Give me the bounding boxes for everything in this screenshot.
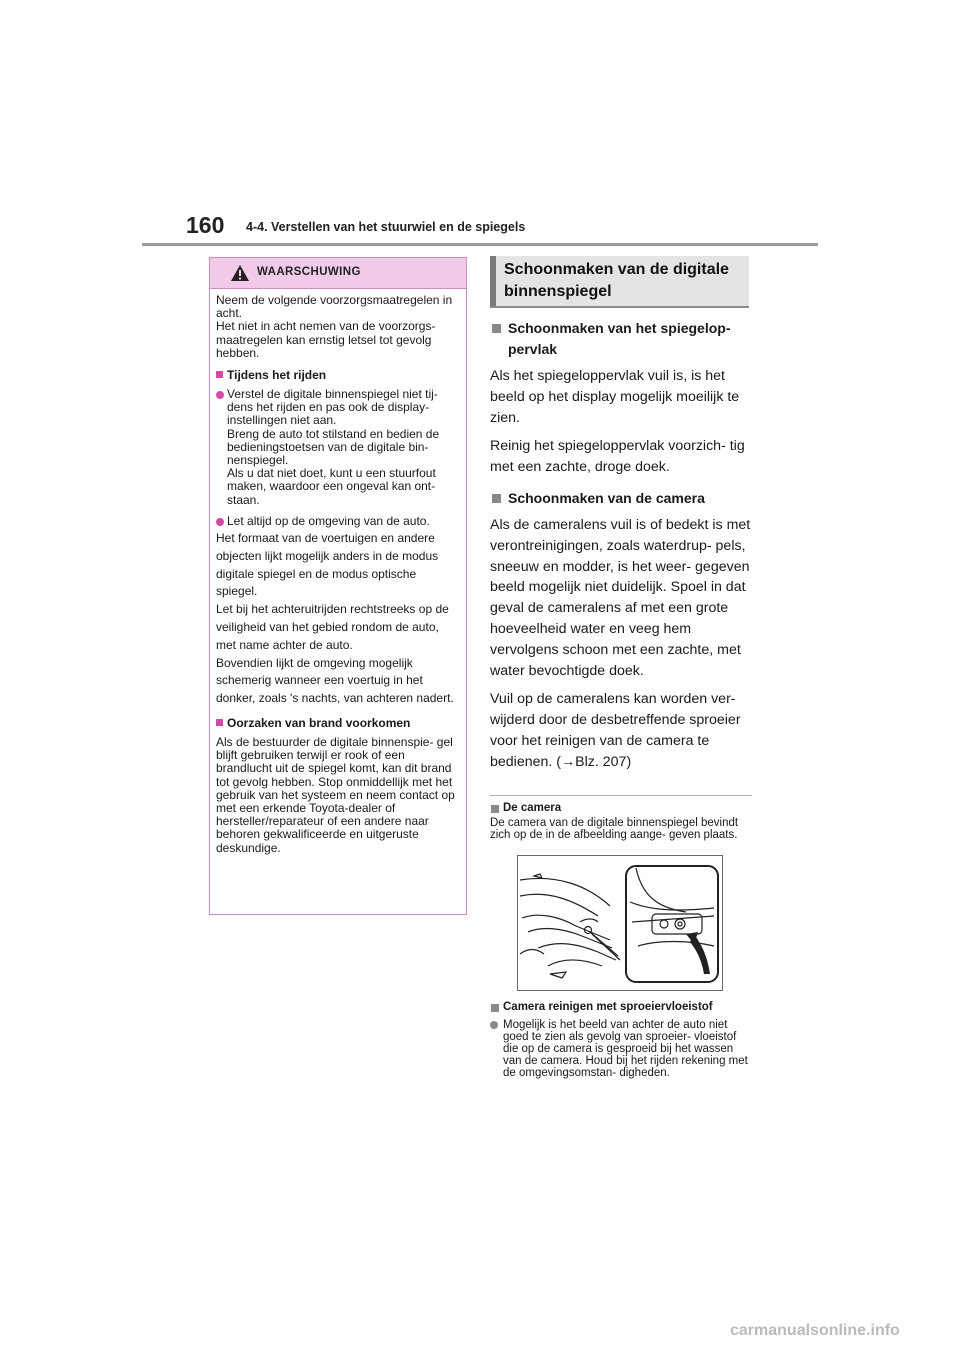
note-washer-bullet — [490, 1019, 752, 1079]
page-number: 160 — [186, 212, 225, 238]
note-washer-heading — [490, 1001, 752, 1013]
subsection-camera-title: Schoonmaken van de camera — [508, 489, 705, 506]
warning-driving-bullet-2: Let altijd op de omgeving van de auto. — [227, 513, 430, 528]
square-bullet-icon — [216, 371, 223, 378]
warning-body — [210, 289, 466, 855]
warning-driving-bullet-2-extra: Het formaat van de voertuigen en andere objecten lijkt mogelijk anders in de modus digitale spiegel en de modus optische spiegel. Let bij het achteruitrijden rechtstreeks op de veiligheid van het gebied rondom de auto, met name achter de auto. Bovendien lijkt de omgeving mogelijk schemerig wanneer een voertuig in het donker, zoals 's nachts, van achteren nadert. — [216, 531, 454, 706]
note-washer-title: Camera reinigen met sproeiervloeistof — [503, 1000, 713, 1013]
section-header — [490, 256, 749, 308]
warning-intro: Neem de volgende voorzorgsmaatregelen in acht. Het niet in acht nemen van de voorzorgs- maatregelen kan ernstig letsel tot gevolg hebben. — [216, 293, 453, 360]
warning-triangle-icon — [230, 264, 250, 282]
note-camera-title: De camera — [503, 801, 562, 814]
camera-paragraph-2: Vuil op de cameralens kan worden ver- wijderd door de desbetreffende sproeier voor het reinigen van de camera te bedienen. (→Blz. 207) — [490, 691, 741, 770]
subsection-mirror-heading — [490, 318, 752, 360]
warning-bullet — [216, 388, 458, 507]
section-header-bar — [490, 256, 496, 306]
round-bullet-icon — [216, 391, 224, 399]
notes-divider — [490, 795, 752, 796]
note-camera-text: De camera van de digitale binnenspiegel bevindt zich op de in de afbeelding aange- geven plaats. — [490, 816, 739, 841]
warning-fire-heading — [216, 716, 458, 730]
section-title: Schoonmaken van de digitale binnenspiegel — [504, 261, 729, 300]
right-column — [490, 318, 752, 1079]
footer-watermark: carmanualsonline.info — [730, 1322, 900, 1339]
square-bullet-icon — [491, 1004, 499, 1012]
round-bullet-icon — [490, 1021, 498, 1029]
camera-paragraph-1: Als de cameralens vuil is of bedekt is met verontreinigingen, zoals waterdrup- pels, sneeuw en modder, is het weer- gegeven beeld mogelijk niet duidelijk. Spoel in dat geval de cameralens af met een grote hoeveelheid water en veeg hem vervolgens schoon met een zachte, met water bevochtigde doek. — [490, 516, 751, 679]
note-washer-text: Mogelijk is het beeld van achter de auto niet goed te zien als gevolg van sproeier- vloeistof die op de camera is gesproeid bij het wassen van de camera. Houd bij het rijden rekening met de omgevingsomstan- digheden. — [503, 1018, 748, 1079]
warning-title: WAARSCHUWING — [257, 266, 361, 278]
subsection-mirror-title: Schoonmaken van het spiegelop- pervlak — [508, 320, 731, 357]
warning-driving-bullet-1: Verstel de digitale binnenspiegel niet tij- dens het rijden en pas ook de display- instellingen niet aan. Breng de auto tot stilstand en bedien de bedieningstoetsen van de digitale bin- nenspiegel. Als u dat niet doet, kunt u een stuurfout maken, waardoor een ongeval kan ont- staan. — [227, 387, 440, 507]
warning-bullet — [216, 515, 458, 528]
warning-driving-title: Tijdens het rijden — [227, 368, 327, 383]
mirror-paragraph-2: Reinig het spiegeloppervlak voorzich- tig met een zachte, droge doek. — [490, 438, 745, 476]
subsection-camera-heading — [490, 488, 752, 509]
rear-car-drawing — [518, 856, 722, 990]
warning-fire-title: Oorzaken van brand voorkomen — [227, 716, 411, 731]
warning-driving-heading — [216, 368, 458, 382]
square-bullet-icon — [492, 324, 501, 333]
square-bullet-icon — [216, 719, 223, 726]
note-camera-heading — [490, 802, 752, 814]
square-bullet-icon — [491, 805, 499, 813]
mirror-paragraph-1: Als het spiegeloppervlak vuil is, is het beeld op het display mogelijk moeilijk te zien. — [490, 368, 740, 426]
camera-location-illustration — [517, 855, 723, 991]
header-rule — [142, 243, 818, 246]
warning-fire-text: Als de bestuurder de digitale binnenspie- gel blijft gebruiken terwijl er rook of een brandlucht uit de spiegel komt, kan dit brand tot gevolg hebben. Stop onmiddellijk met het gebruik van het systeem en neem contact op met een erkende Toyota-dealer of hersteller/reparateur of een andere naar behoren gekwalificeerde en uitgeruste deskundige. — [216, 735, 455, 855]
round-bullet-icon — [216, 518, 224, 526]
warning-box — [209, 257, 467, 915]
square-bullet-icon — [492, 494, 501, 503]
warning-header — [210, 258, 466, 289]
running-head: 4-4. Verstellen van het stuurwiel en de spiegels — [246, 220, 526, 234]
